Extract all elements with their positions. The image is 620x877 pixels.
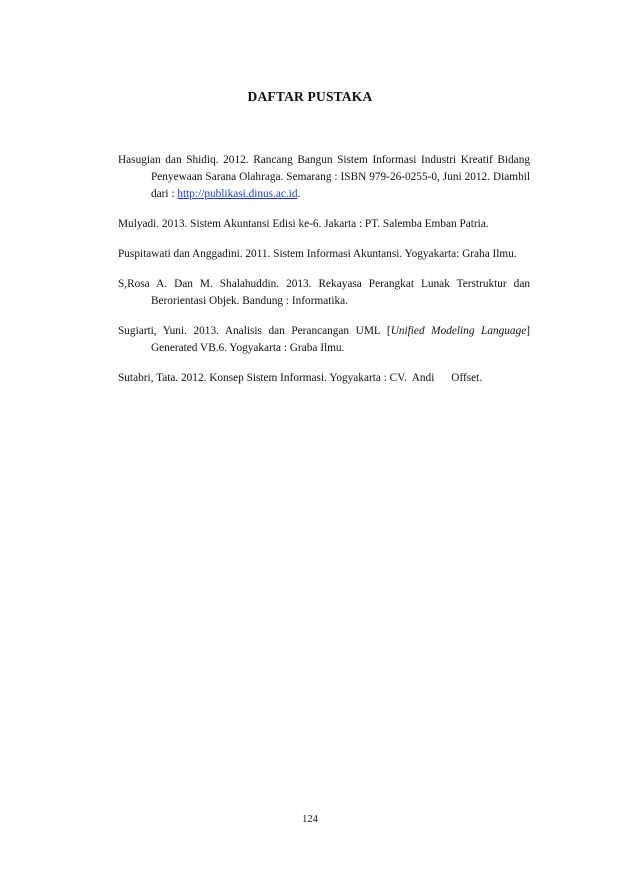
reference-item: S,Rosa A. Dan M. Shalahuddin. 2013. Rekayasa Perangkat Lunak Terstruktur dan Berorientasi Objek. Bandung : Informatika. — [118, 278, 530, 307]
reference-text: Sugiarti, Yuni. 2013. Analisis dan Perancangan UML [ — [118, 325, 391, 337]
reference-text-end: ] Generated VB.6. Yogyakarta : Graba Ilmu. — [151, 325, 530, 354]
reference-item — [118, 152, 530, 203]
reference-italic-title: Unified Modeling Language — [390, 325, 527, 337]
page-number: 124 — [302, 814, 318, 825]
reference-item: Mulyadi. 2013. Sistem Akuntansi Edisi ke-6. Jakarta : PT. Salemba Emban Patria. — [118, 218, 489, 230]
reference-text-end: . — [297, 188, 301, 200]
reference-item — [118, 323, 530, 357]
page-title: DAFTAR PUSTAKA — [247, 89, 373, 104]
reference-link[interactable]: http://publikasi.dinus.ac.id — [177, 188, 298, 200]
reference-text: Hasugian dan Shidiq. 2012. Rancang Bangun Sistem Informasi Industri Kreatif Bidang Penyewaan Sarana Olahraga. Semarang : ISBN 979-26-0255-0, Juni 2012. Diambil dari : — [118, 154, 530, 200]
reference-item: Puspitawati dan Anggadini. 2011. Sistem Informasi Akuntansi. Yogyakarta: Graha Ilmu. — [118, 248, 517, 260]
reference-item: Sutabri, Tata. 2012. Konsep Sistem Informasi. Yogyakarta : CV. Andi Offset. — [118, 372, 483, 384]
reference-list — [118, 152, 530, 400]
